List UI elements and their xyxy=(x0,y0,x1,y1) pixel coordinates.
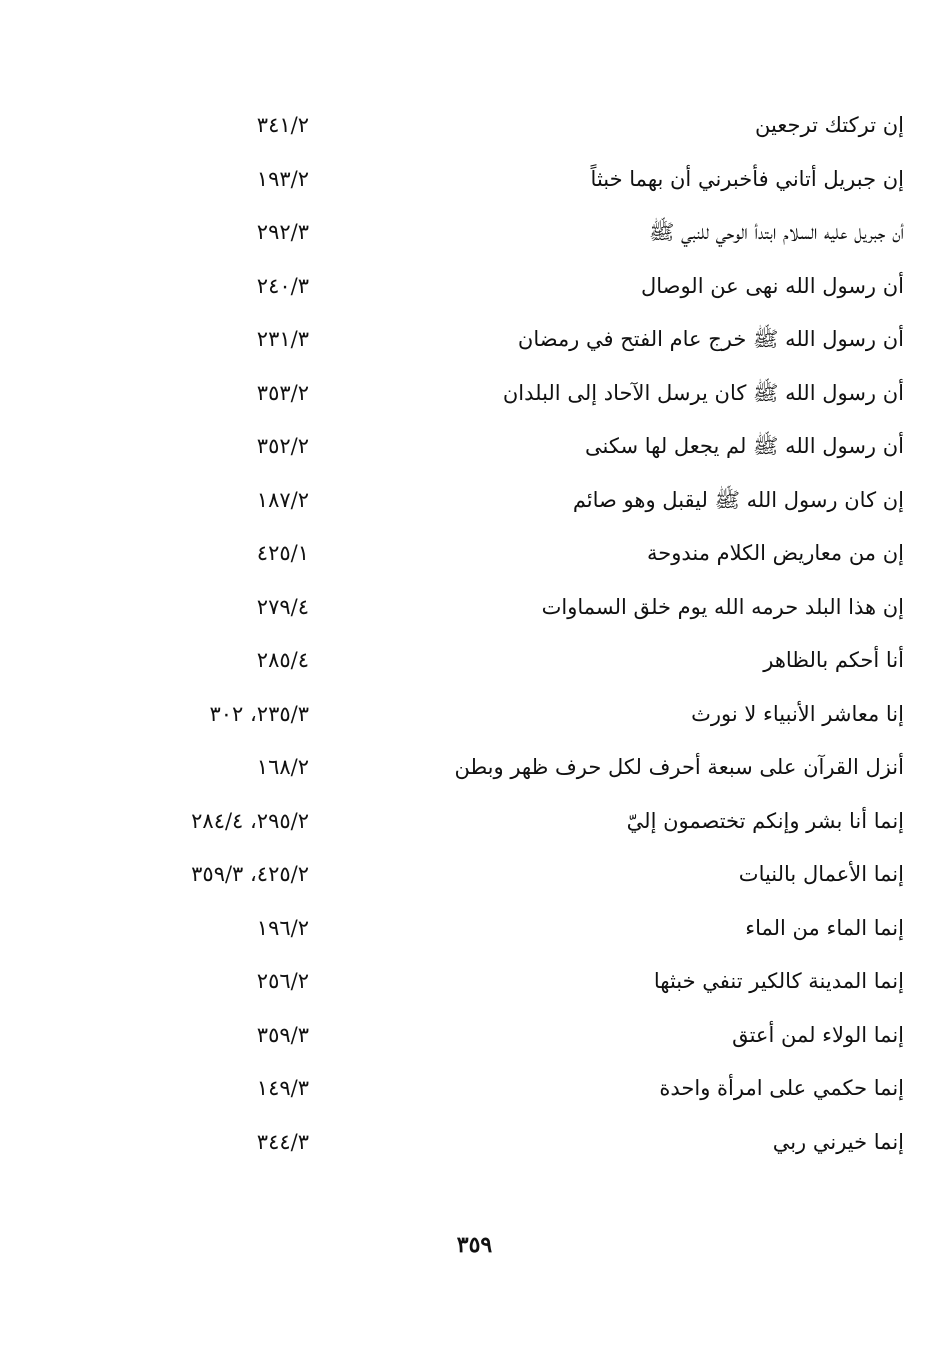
index-entry xyxy=(0,582,949,636)
volume-page-reference: ٣٥٢/٢ xyxy=(256,434,309,458)
volume-page-reference: ١٨٧/٢ xyxy=(256,487,309,512)
hadith-text: إنما أنا بشر وإنكم تختصمون إليّ xyxy=(626,808,904,833)
index-entry xyxy=(0,261,949,315)
index-entry xyxy=(0,1010,949,1064)
hadith-text: إنما المدينة كالكير تنفي خبثها xyxy=(653,969,904,993)
volume-page-reference: ٢٩٥/٢، ٢٨٤/٤ xyxy=(191,808,309,833)
hadith-text: أن جبريل عليه السلام ابتدأ الوحي للنبي ﷺ xyxy=(648,220,904,244)
hadith-index-list xyxy=(0,100,949,1170)
volume-page-reference: ١٩٦/٢ xyxy=(256,915,309,940)
hadith-text: إنما الأعمال بالنيات xyxy=(738,862,904,886)
volume-page-reference: ٢٩٢/٣ xyxy=(256,220,309,244)
hadith-text: إن من معاريض الكلام مندوحة xyxy=(646,541,904,565)
index-entry xyxy=(0,475,949,529)
index-entry xyxy=(0,368,949,422)
index-entry xyxy=(0,689,949,743)
hadith-text: أن رسول الله ﷺ خرج عام الفتح في رمضان xyxy=(517,327,904,351)
index-entry xyxy=(0,903,949,957)
volume-page-reference: ١٩٣/٢ xyxy=(256,166,309,191)
hadith-text: إنما حكمي على امرأة واحدة xyxy=(659,1076,904,1100)
hadith-text: أن رسول الله ﷺ لم يجعل لها سكنى xyxy=(585,434,904,458)
volume-page-reference: ٢٥٦/٢ xyxy=(256,969,309,993)
volume-page-reference: ٣٤١/٢ xyxy=(256,113,309,137)
index-entry xyxy=(0,154,949,208)
hadith-text: إن هذا البلد حرمه الله يوم خلق السماوات xyxy=(541,594,904,619)
hadith-text: إنما الماء من الماء xyxy=(745,915,904,940)
hadith-text: إن جبريل أتاني فأخبرني أن بهما خبثاً xyxy=(590,166,904,191)
index-entry xyxy=(0,742,949,796)
index-entry xyxy=(0,314,949,368)
hadith-text: إنما الولاء لمن أعتق xyxy=(732,1022,904,1047)
page-number: ٣٥٩ xyxy=(456,1232,493,1258)
volume-page-reference: ٣٤٤/٣ xyxy=(256,1129,309,1154)
index-entry xyxy=(0,1117,949,1171)
index-entry xyxy=(0,956,949,1010)
index-entry xyxy=(0,421,949,475)
volume-page-reference: ٤٢٥/١ xyxy=(256,541,309,565)
volume-page-reference: ٢٧٩/٤ xyxy=(256,594,309,619)
volume-page-reference: ٢٣١/٣ xyxy=(256,327,309,351)
hadith-text: أنزل القرآن على سبعة أحرف لكل حرف ظهر وبطن xyxy=(454,755,904,779)
hadith-text: إن كان رسول الله ﷺ ليقبل وهو صائم xyxy=(572,487,904,512)
volume-page-reference: ١٤٩/٣ xyxy=(256,1076,309,1100)
index-entry xyxy=(0,1063,949,1117)
volume-page-reference: ٢٨٥/٤ xyxy=(256,648,309,672)
hadith-text: إنا معاشر الأنبياء لا نورث xyxy=(691,701,904,726)
volume-page-reference: ٣٥٣/٢ xyxy=(256,380,309,405)
hadith-text: إن تركتك ترجعين xyxy=(755,113,904,137)
volume-page-reference: ٣٥٩/٣ xyxy=(256,1022,309,1047)
volume-page-reference: ٢٤٠/٣ xyxy=(256,273,309,298)
hadith-text: أنا أحكم بالظاهر xyxy=(763,648,904,672)
index-entry xyxy=(0,635,949,689)
index-entry xyxy=(0,528,949,582)
index-entry xyxy=(0,796,949,850)
index-entry xyxy=(0,100,949,154)
hadith-text: أن رسول الله ﷺ كان يرسل الآحاد إلى البلدان xyxy=(502,380,904,405)
hadith-text: أن رسول الله نهى عن الوصال xyxy=(640,273,904,298)
hadith-text: إنما خيرني ربي xyxy=(772,1129,904,1154)
index-entry xyxy=(0,849,949,903)
volume-page-reference: ٢٣٥/٣، ٣٠٢ xyxy=(209,701,309,726)
index-entry xyxy=(0,207,949,261)
volume-page-reference: ١٦٨/٢ xyxy=(256,755,309,779)
volume-page-reference: ٤٢٥/٢، ٣٥٩/٣ xyxy=(191,862,309,886)
